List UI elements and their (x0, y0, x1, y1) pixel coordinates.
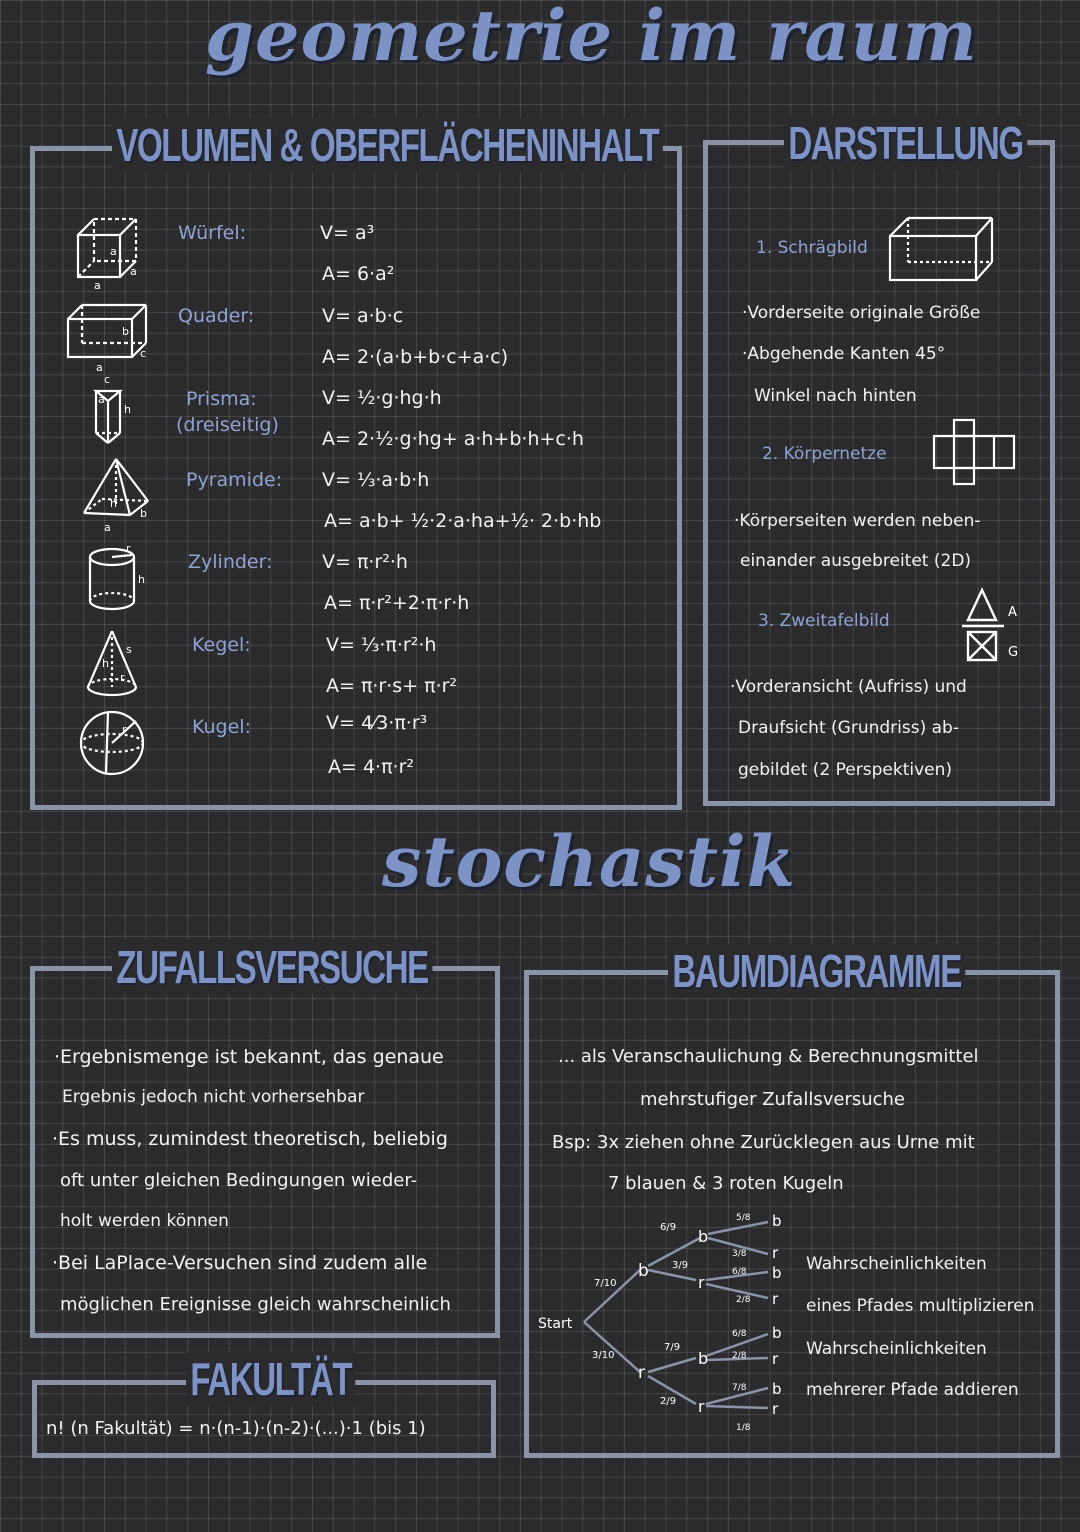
darstellung-note2a: ·Körperseiten werden neben- (734, 511, 981, 531)
tree-l3-7-p: 1/8 (736, 1423, 751, 1433)
zufall-line-3: oft unter gleichen Bedingungen wieder- (60, 1170, 418, 1191)
zufall-line-6: möglichen Ereignisse gleich wahrscheinlich (60, 1294, 451, 1315)
grundriss-label: G (1008, 645, 1019, 660)
formula-cube-v: V= a³ (320, 222, 375, 244)
darstellung-note2b: einander ausgebreitet (2D) (740, 551, 972, 571)
pyramid-label-b: b (140, 507, 147, 520)
darstellung-item3: 3. Zweitafelbild (758, 611, 890, 631)
darstellung-note1c: Winkel nach hinten (754, 386, 917, 406)
tree-l1-1: r (638, 1363, 645, 1383)
baum-heading: BAUMDIAGRAMME (668, 944, 965, 998)
darstellung-note3a: ·Vorderansicht (Aufriss) und (730, 677, 967, 697)
baum-line-0: ... als Veranschaulichung & Berechnungsmittel (558, 1046, 979, 1067)
cuboid-label-a: a (96, 361, 103, 374)
cube-label-a: a (110, 245, 117, 258)
tree-l3-2-p: 6/8 (732, 1267, 747, 1277)
shape-name-cone: Kegel: (192, 634, 251, 656)
tree-l3-5-p: 2/8 (732, 1351, 747, 1361)
shape-name-pyramid: Pyramide: (186, 469, 283, 491)
tree-l3-4: b (772, 1324, 782, 1342)
shape-name-prism-sub: (dreiseitig) (176, 414, 279, 436)
formula-cube-a: A= 6·a² (322, 263, 395, 285)
cone-icon (88, 631, 136, 695)
cube-label-a3: a (94, 279, 101, 292)
shape-name-cuboid: Quader: (178, 305, 255, 327)
cuboid-icon (68, 305, 146, 357)
tree-l3-1: r (772, 1244, 779, 1262)
tree-l2-2-p: 7/9 (664, 1342, 681, 1353)
tree-l3-6-p: 7/8 (732, 1383, 747, 1393)
tree-l3-2: b (772, 1264, 782, 1282)
baum-line-3: 7 blauen & 3 roten Kugeln (608, 1173, 844, 1194)
shape-name-cylinder: Zylinder: (188, 551, 273, 573)
tree-l3-4-p: 6/8 (732, 1329, 747, 1339)
fakultaet-heading: FAKULTÄT (186, 1352, 355, 1406)
formula-prism-v: V= ½·g·hg·h (322, 387, 442, 409)
tree-diagram (536, 1208, 800, 1446)
formula-cuboid-v: V= a·b·c (322, 305, 404, 327)
darstellung-note1b: ·Abgehende Kanten 45° (742, 344, 946, 364)
tree-l2-2: b (698, 1349, 709, 1368)
stochastik-title: stochastik (382, 820, 797, 903)
sphere-label-r: r (122, 723, 127, 736)
tree-l3-5: r (772, 1350, 779, 1368)
formula-cylinder-v: V= π·r²·h (322, 551, 408, 573)
baum-rule-0: Wahrscheinlichkeiten (806, 1254, 987, 1274)
page-title: geometrie im raum (205, 0, 978, 77)
tree-l3-6: b (772, 1380, 782, 1398)
darstellung-note3b: Draufsicht (Grundriss) ab- (738, 718, 959, 738)
tree-l2-3-p: 2/9 (660, 1396, 677, 1407)
pyramid-label-a: a (104, 521, 111, 534)
tree-l1-0-p: 7/10 (594, 1278, 617, 1289)
cone-label-h: h (102, 657, 109, 670)
formula-sphere-v: V= 4⁄3·π·r³ (326, 712, 428, 734)
darstellung-note1a: ·Vorderseite originale Größe (742, 303, 981, 323)
cone-label-s: s (126, 643, 132, 656)
baum-line-1: mehrstufiger Zufallsversuche (640, 1089, 905, 1110)
formula-cone-v: V= ⅓·π·r²·h (326, 634, 437, 656)
formula-cylinder-a: A= π·r²+2·π·r·h (324, 592, 470, 614)
zufall-line-4: holt werden können (60, 1211, 229, 1231)
cube-label-a2: a (130, 265, 137, 278)
sphere-icon (81, 712, 143, 774)
zufall-heading: ZUFALLSVERSUCHE (112, 940, 432, 994)
tree-l2-1: r (698, 1273, 705, 1292)
zufall-line-5: ·Bei LaPlace-Versuchen sind zudem alle (52, 1252, 428, 1274)
tree-l3-0-p: 5/8 (736, 1213, 751, 1223)
cone-label-r: r (120, 671, 125, 684)
tree-l1-1-p: 3/10 (592, 1350, 615, 1361)
tree-l3-7: r (772, 1400, 779, 1418)
fakultaet-formula: n! (n Fakultät) = n·(n-1)·(n-2)·(...)·1 (bis 1) (46, 1418, 426, 1439)
darstellung-item1: 1. Schrägbild (756, 238, 868, 258)
pyramid-label-h: h (110, 497, 117, 510)
shape-name-sphere: Kugel: (192, 716, 251, 738)
volumen-heading: VOLUMEN & OBERFLÄCHENINHALT (112, 118, 663, 172)
tree-l2-0: b (698, 1227, 709, 1246)
baum-rule-1: eines Pfades multiplizieren (806, 1296, 1035, 1316)
tree-l3-0: b (772, 1212, 782, 1230)
zweitafelbild-icon (960, 586, 1030, 664)
tree-l2-0-p: 6/9 (660, 1222, 677, 1233)
zufall-line-2: ·Es muss, zumindest theoretisch, beliebig (52, 1128, 448, 1150)
prism-label-c: c (104, 373, 111, 386)
formula-cuboid-a: A= 2·(a·b+b·c+a·c) (322, 346, 509, 368)
schraegbild-icon (886, 214, 996, 286)
baum-rule-3: mehrerer Pfade addieren (806, 1380, 1019, 1400)
cylinder-label-r: r (126, 542, 131, 555)
cylinder-icon (90, 549, 134, 609)
cuboid-label-c: c (140, 347, 147, 360)
cylinder-label-h: h (138, 573, 145, 586)
tree-l2-1-p: 3/9 (672, 1260, 689, 1271)
tree-l3-3-p: 2/8 (736, 1295, 751, 1305)
formula-pyramid-v: V= ⅓·a·b·h (322, 469, 430, 491)
formula-sphere-a: A= 4·π·r² (328, 756, 414, 778)
baum-line-2: Bsp: 3x ziehen ohne Zurücklegen aus Urne mit (552, 1132, 975, 1153)
prism-label-a: a (98, 393, 105, 406)
cube-icon (78, 219, 136, 277)
zufall-section (30, 966, 500, 1338)
koerpernetz-icon (930, 418, 1020, 488)
formula-prism-a: A= 2·½·g·hg+ a·h+b·h+c·h (322, 428, 584, 450)
tree-l1-0: b (638, 1261, 649, 1281)
darstellung-item2: 2. Körpernetze (762, 444, 887, 464)
zufall-line-0: ·Ergebnismenge ist bekannt, das genaue (54, 1046, 444, 1068)
shape-name-prism: Prisma: (186, 388, 257, 410)
darstellung-note3c: gebildet (2 Perspektiven) (738, 760, 953, 780)
aufriss-label: A (1008, 605, 1017, 620)
cuboid-label-b: b (122, 325, 129, 338)
prism-label-h: h (124, 403, 131, 416)
shape-name-cube: Würfel: (178, 222, 247, 244)
baum-rule-2: Wahrscheinlichkeiten (806, 1339, 987, 1359)
tree-l3-3: r (772, 1290, 779, 1308)
tree-l2-3: r (698, 1397, 705, 1416)
formula-pyramid-a: A= a·b+ ½·2·a·ha+½· 2·b·hb (324, 510, 602, 532)
tree-l3-1-p: 3/8 (732, 1249, 747, 1259)
shape-icons (60, 205, 170, 795)
tree-start: Start (538, 1316, 573, 1332)
zufall-line-1: Ergebnis jedoch nicht vorhersehbar (62, 1087, 365, 1107)
formula-cone-a: A= π·r·s+ π·r² (326, 675, 458, 697)
darstellung-heading: DARSTELLUNG (784, 116, 1027, 170)
